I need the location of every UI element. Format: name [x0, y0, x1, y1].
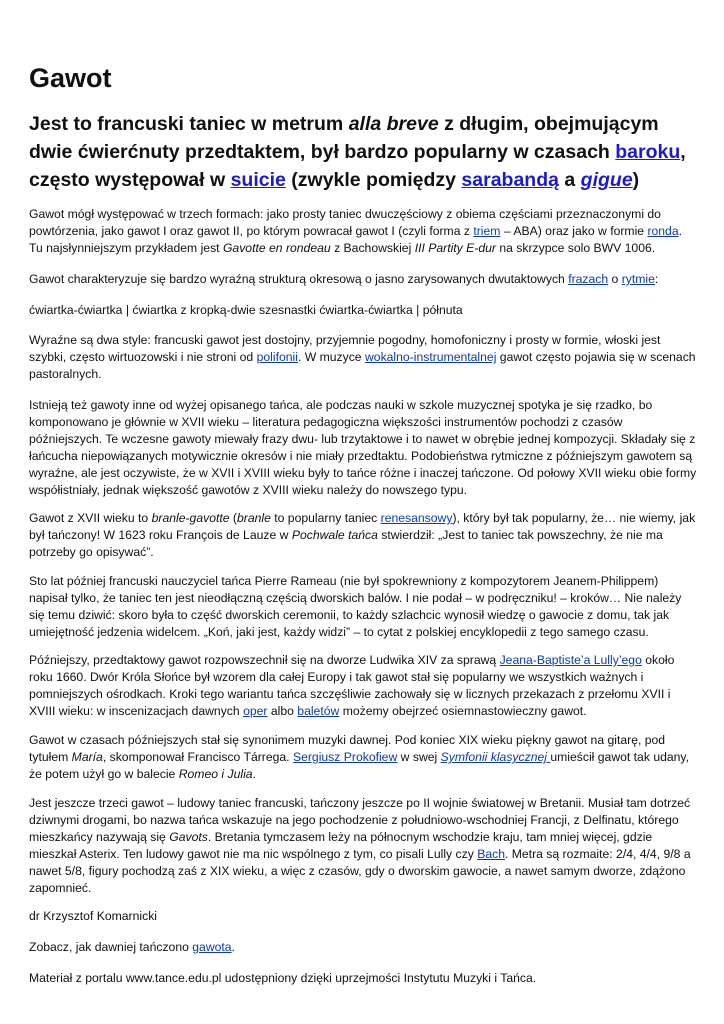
author: dr Krzysztof Komarnicki: [29, 909, 157, 923]
link-prokofiew[interactable]: Sergiusz Prokofiew: [292, 750, 398, 764]
link-frazach[interactable]: frazach: [568, 272, 609, 286]
lead-text: ): [632, 169, 640, 191]
emphasis: Gavotte en rondeau: [222, 241, 331, 255]
text: . Tu najsłynniejszym przykładem jest: [29, 224, 682, 255]
text: w swej: [397, 750, 441, 764]
link-symfonii-klasycznej[interactable]: [441, 750, 551, 764]
page-title: Gawot: [29, 63, 112, 93]
text: , skomponował Francisco Tárrega.: [102, 750, 293, 764]
text: .: [252, 767, 256, 781]
emphasis: branle: [236, 511, 271, 525]
paragraph-rhythm: ćwiartka-ćwiartka | ćwiartka z kropką-dwie szesnastki ćwiartka-ćwiartka | półnuta: [29, 303, 463, 317]
emphasis: Pochwale tańca: [291, 528, 378, 542]
text: stwierdził: „Jest to taniec tak powszechny, że nie ma potrzeby go opisywać”.: [29, 528, 663, 559]
link-suicie[interactable]: suicie: [230, 169, 286, 191]
paragraph-folk: [29, 795, 697, 897]
paragraph-branle: [29, 510, 697, 561]
link-baletow[interactable]: baletów: [297, 704, 340, 718]
text: możemy obejrzeć osiemnastowieczny gawot.: [339, 704, 587, 718]
paragraph-rameau: Sto lat później francuski nauczyciel tańca Pierre Rameau (nie był spokrewniony z kompozytorem Jeanem-Philippem) napisał tylko, że taniec ten jest nieodłączną częścią dworskich balów. I nie podał – w podręczniku! – kroków… Nie należy się temu dziwić: skoro była to część dworskich ceremonii, to każdy szlachcic wynosił wiedzę o gawocie z domu, tak jak umiejętność jedzenia widelcem. „Koń, jaki jest, każdy widzi” – to cytat z polskiej encyklopedii z tego samego czasu.: [29, 574, 682, 639]
link-lully[interactable]: Jeana-Baptiste’a Lully’ego: [499, 653, 642, 667]
link-ronda[interactable]: ronda: [647, 224, 679, 238]
emphasis: Romeo i Julia: [178, 767, 253, 781]
text: Wyraźne są dwa style: francuski gawot jest dostojny, przyjemnie pogodny, homofoniczny i prosty w formie, włoski jest szybki, często wirtuozowski i nie stroni od: [29, 333, 661, 364]
text: – ABA) oraz jako w formie: [500, 224, 648, 238]
paragraph-styles: [29, 332, 697, 383]
text: albo: [267, 704, 298, 718]
link-baroku[interactable]: baroku: [615, 141, 681, 163]
paragraph-lully: [29, 652, 697, 720]
lead-text: (zwykle pomiędzy: [285, 169, 462, 191]
text: Jest jeszcze trzeci gawot – ludowy taniec francuski, tańczony jeszcze po II wojnie światowej w Bretanii. Musiał tam dotrzeć dziwnymi drogami, bo nazwa tańca wskazuje na jego pochodzenie z południowo-wschodniej Francji, z Delfinatu, którego mieszkańcy nazywają się: [29, 796, 691, 844]
paragraph-early-gavottes: Istnieją też gawoty inne od wyżej opisanego tańca, ale podczas nauki w szkole muzycznej spotyka je się rzadko, bo komponowano je głównie w XVII wieku – literatura pedagogiczna większości instrumentów pochodzi z czasów późniejszych. Te wczesne gawoty miewały frazy dwu- lub trzytaktowe i to nawet w obrębie jednej kompozycji. Składały się z łańcucha niepowiązanych motywicznie okresów i nie miały przedtaktu. Podobieństwa rytmiczne z późniejszym gawotem są wyraźne, ale jest oczywiste, że w XVII i XVIII wieku były to tańce różne i inaczej tańczone. Od połowy XVII wieku obie formy współistniały, jednak większość gawotów z XVIII wieku należy do nowszego typu.: [29, 398, 697, 497]
link-renesansowy[interactable]: renesansowy: [380, 511, 453, 525]
link-oper[interactable]: oper: [243, 704, 268, 718]
lead-text: Jest to francuski taniec w metrum: [29, 113, 349, 135]
lead-text: , często występował w: [29, 141, 686, 191]
link-triem[interactable]: triem: [473, 224, 501, 238]
text: Gawot charakteryzuje się bardzo wyraźną strukturą okresową o jasno zarysowanych dwutaktowych: [29, 272, 569, 286]
text: .: [231, 940, 235, 954]
text: (: [229, 511, 237, 525]
text: na skrzypce solo BWV 1006.: [495, 241, 656, 255]
text: :: [654, 272, 659, 286]
text: Gawot z XVII wieku to: [29, 511, 152, 525]
link-rytmie[interactable]: rytmie: [621, 272, 655, 286]
text: umieścił gawot tak udany, że potem użył go w balecie: [29, 750, 690, 781]
text: Gawot w czasach późniejszych stał się synonimem muzyki dawnej. Pod koniec XIX wieku piękny gawot na gitarę, pod tytułem: [29, 733, 666, 764]
text: . Bretania tymczasem leży na północnym wschodzie kraju, tam mniej więcej, gdzie mieszkał Asterix. Ten ludowy gawot nie ma nic wspólnego z tym, co pisali Lully czy: [29, 830, 653, 861]
footer-source: Materiał z portalu www.tance.edu.pl udostępniony dzięki uprzejmości Instytutu Muzyki i Tańca.: [29, 971, 537, 985]
text: Późniejszy, przedtaktowy gawot rozpowszechnił się na dworze Ludwika XIV za sprawą: [29, 653, 500, 667]
link-gigue[interactable]: [581, 169, 633, 191]
link-sarabanda[interactable]: sarabandą: [461, 169, 559, 191]
link-wokalno-instrumentalnej[interactable]: wokalno-instrumentalnej: [364, 350, 497, 364]
text: ), który był tak popularny, że… nie wiemy, jak był tańczony! W 1623 roku François de Lauze w: [29, 511, 696, 542]
link-polifonii[interactable]: polifonii: [256, 350, 298, 364]
paragraph-structure: [29, 271, 697, 288]
text: około roku 1660. Dwór Króla Słońce był wzorem dla całej Europy i tak gawot stał się popularny we wszystkich ważnych i pomniejszych ośrodkach. Kroki tego wariantu tańca szczęśliwie zachowały się w licznych przekazach z przełomu XVII i XVIII wieku: w inscenizacjach dawnych: [29, 653, 675, 718]
emphasis: María: [71, 750, 103, 764]
text: gawot często pojawia się w scenach pastoralnych.: [29, 350, 696, 381]
text: to popularny taniec: [270, 511, 381, 525]
paragraph-forms: [29, 206, 697, 257]
text: z Bachowskiej: [330, 241, 415, 255]
link-symfonii-text: Symfonii klasycznej: [440, 750, 551, 764]
lead-paragraph: [29, 110, 701, 194]
lead-text: a: [558, 169, 581, 191]
link-gigue-text: gigue: [580, 169, 633, 191]
text: o: [608, 272, 622, 286]
emphasis: Gavots: [169, 830, 208, 844]
text: Zobacz, jak dawniej tańczono: [29, 940, 193, 954]
emphasis: branle-gavotte: [151, 511, 230, 525]
link-gawota[interactable]: gawota: [192, 940, 232, 954]
see-also: [29, 939, 697, 956]
lead-text: z długim, obejmującym dwie ćwierćnuty przedtaktem, był bardzo popularny w czasach: [29, 113, 659, 163]
text: Gawot mógł występować w trzech formach: jako prosty taniec dwuczęściowy z obiema częściami przeznaczonymi do powtórzenia, jako gawot I oraz gawot II, po którym powracał gawot I (czyli forma z: [29, 207, 661, 238]
lead-emphasis: alla breve: [348, 113, 439, 135]
link-bach[interactable]: Bach: [477, 847, 505, 861]
emphasis: III Partity E-dur: [414, 241, 496, 255]
text: . Metra są rozmaite: 2/4, 4/4, 9/8 a nawet 5/8, figury pochodzą zaś z XIX wieku, a więc z czasów, gdy o dworskim gawocie, a nawet samym dworze, zdążono zapomnieć.: [29, 847, 691, 895]
text: . W muzyce: [297, 350, 365, 364]
paragraph-later: [29, 732, 697, 783]
